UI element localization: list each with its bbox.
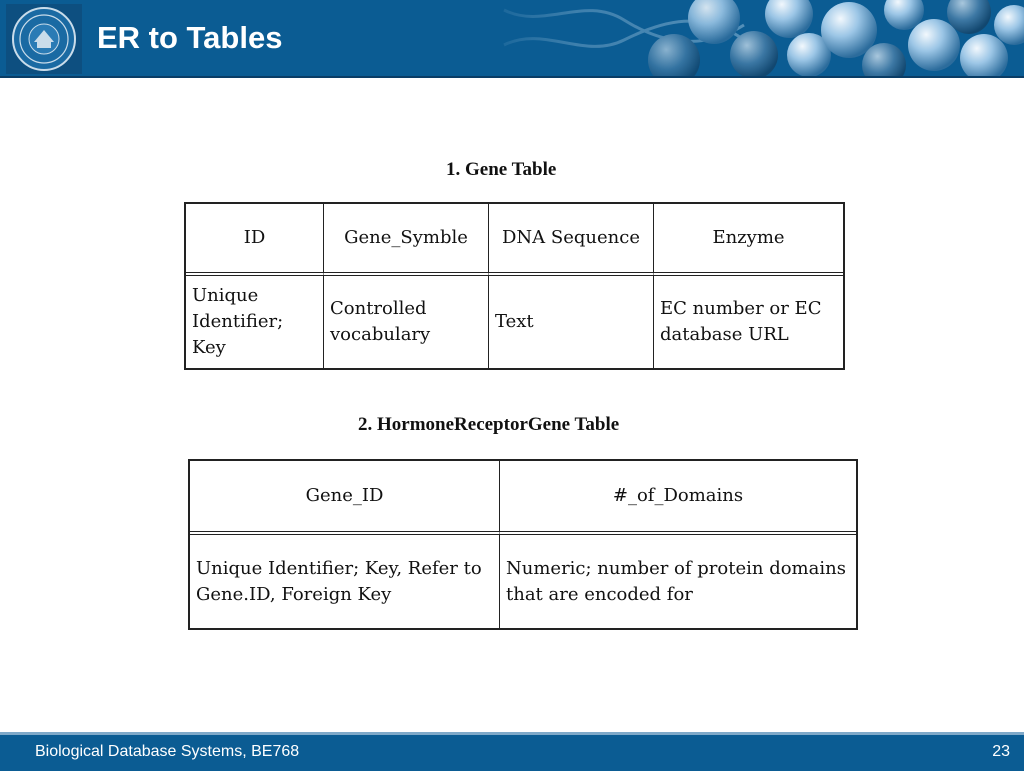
table-header-row [190, 461, 856, 535]
course-label: Biological Database Systems, BE768 [35, 743, 300, 760]
column-header: DNA Sequence [489, 204, 654, 276]
hormone-receptor-gene-table [188, 459, 858, 630]
gene-table-title: 1. Gene Table [446, 159, 557, 180]
table-cell: Unique Identifier; Key, Refer to Gene.ID, Foreign Key [190, 535, 500, 628]
table-cell: EC number or EC database URL [660, 298, 822, 345]
table-cell: Text [489, 276, 654, 368]
gene-table [184, 202, 845, 370]
table-cell: Controlled vocabulary [324, 276, 489, 368]
university-seal-logo [6, 4, 82, 74]
page-number: 23 [992, 743, 1010, 760]
slide-title: ER to Tables [97, 20, 283, 55]
column-header: Gene_ID [190, 461, 500, 535]
column-header: Enzyme [654, 204, 843, 276]
table-row [190, 535, 856, 628]
header-banner [0, 0, 1024, 76]
table-cell: Unique Identifier; Key [186, 276, 324, 368]
molecule-decoration [464, 0, 1024, 76]
table-cell: Numeric; number of protein domains that are encoded for [506, 557, 846, 605]
footer-bar [0, 732, 1024, 771]
table-row [186, 276, 843, 368]
column-header: Gene_Symble [324, 204, 489, 276]
table-header-row [186, 204, 843, 276]
hormone-table-title: 2. HormoneReceptorGene Table [358, 414, 620, 435]
column-header: ID [186, 204, 324, 276]
header-divider [0, 76, 1024, 78]
column-header: #_of_Domains [500, 461, 856, 535]
